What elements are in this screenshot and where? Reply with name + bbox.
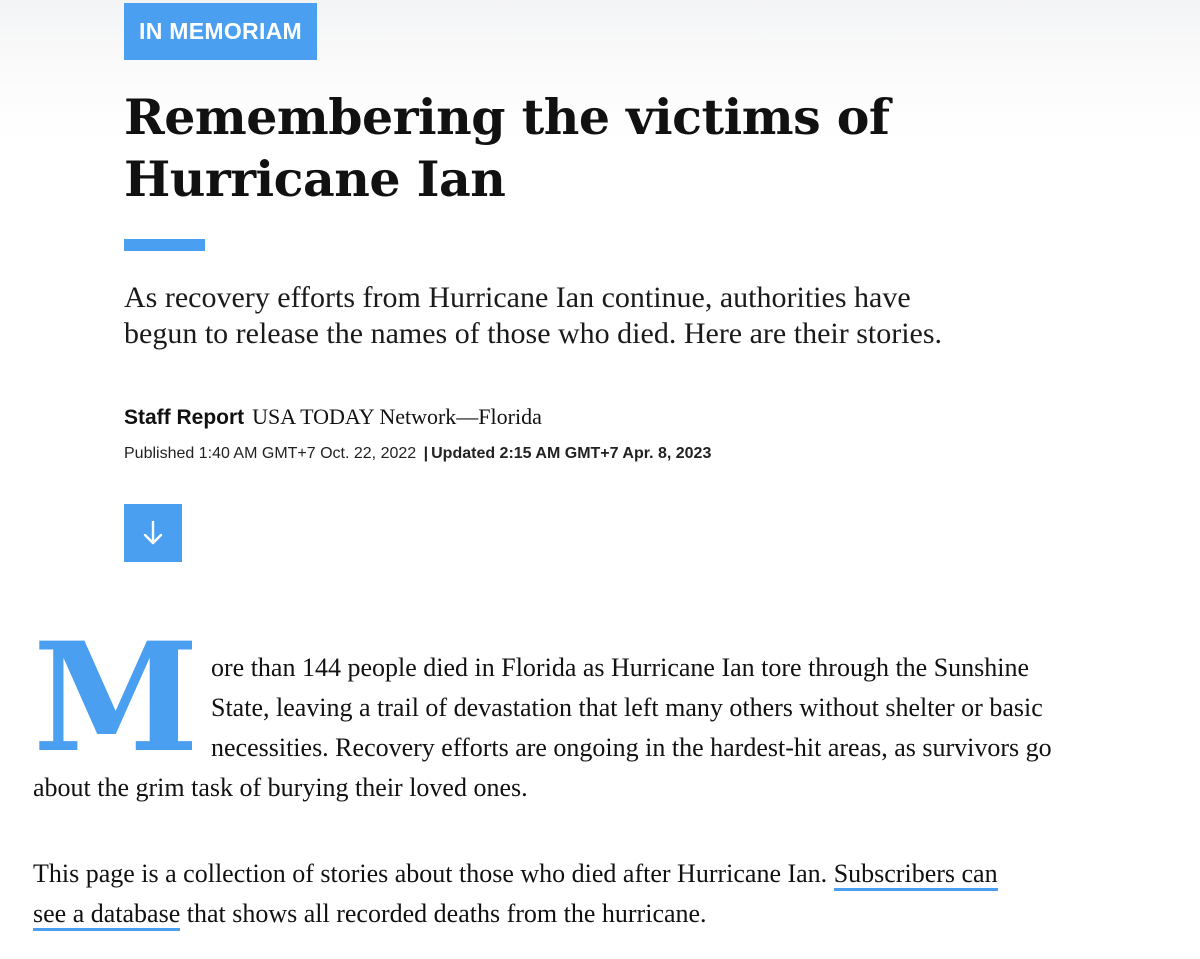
accent-divider	[124, 239, 205, 251]
dek-line-2: begun to release the names of those who died. Here are their stories.	[124, 317, 943, 350]
para2-text-after-link: that shows all recorded deaths from the hurricane.	[180, 899, 707, 928]
byline-author[interactable]: Staff Report	[124, 406, 245, 429]
body-paragraph-1	[33, 648, 1193, 808]
article-dek	[124, 280, 1184, 352]
dateline	[124, 443, 711, 465]
section-label[interactable]: IN MEMORIAM	[124, 3, 317, 60]
para1-line-2: State, leaving a trail of devastation that left many others without shelter or basic	[211, 693, 1043, 722]
published-date: Published 1:40 AM GMT+7 Oct. 22, 2022	[124, 445, 417, 462]
database-link-part-2[interactable]: see a database	[33, 899, 180, 931]
headline-line-2: Hurricane Ian	[124, 150, 506, 208]
updated-date: Updated 2:15 AM GMT+7 Apr. 8, 2023	[431, 445, 712, 462]
dek-line-1: As recovery efforts from Hurricane Ian continue, authorities have	[124, 281, 911, 314]
database-link-part-1[interactable]: Subscribers can	[834, 859, 998, 891]
para1-line-4: about the grim task of burying their loved ones.	[33, 773, 528, 802]
body-paragraph-2	[33, 854, 1173, 934]
scroll-down-button[interactable]	[124, 504, 182, 562]
article-headline	[124, 86, 1084, 210]
para2-text-before-link: This page is a collection of stories about those who died after Hurricane Ian.	[33, 859, 834, 888]
para1-line-1: ore than 144 people died in Florida as Hurricane Ian tore through the Sunshine	[211, 653, 1030, 682]
para1-line-3: necessities. Recovery efforts are ongoing in the hardest-hit areas, as survivors go	[211, 733, 1052, 762]
headline-line-1: Remembering the victims of	[124, 88, 890, 146]
dateline-separator: |	[423, 445, 429, 462]
byline-organization: USA TODAY Network—Florida	[252, 404, 542, 429]
drop-cap: M	[33, 610, 200, 786]
byline	[124, 402, 542, 433]
arrow-down-icon	[142, 519, 164, 547]
